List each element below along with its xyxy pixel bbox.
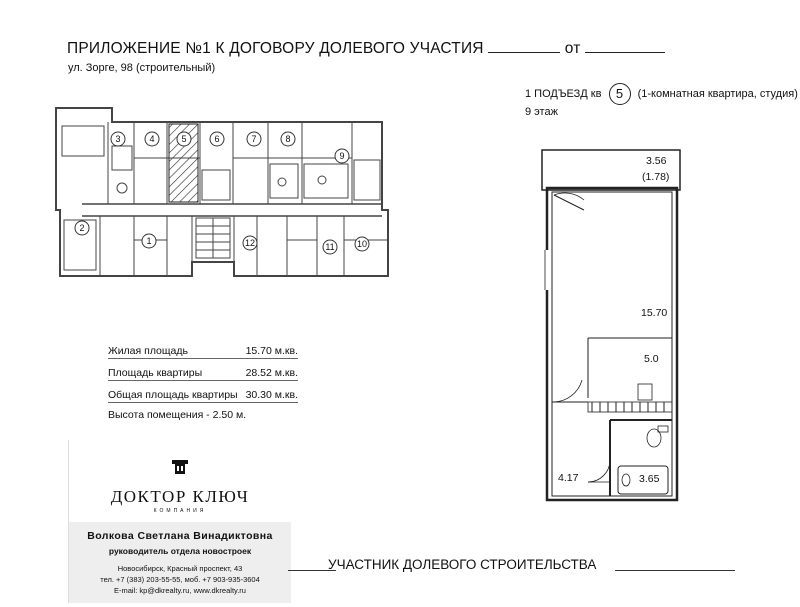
floor-label: 9 этаж [525,106,558,118]
apt-marker-2 [75,221,89,235]
card-address: Новосибирск, Красный проспект, 43 [117,564,243,573]
apartment-plan [520,140,700,510]
document-title [67,40,665,58]
apt-marker-6 [210,132,224,146]
living-area-row [108,337,298,359]
svg-text:11: 11 [325,242,335,252]
ceiling-height: Высота помещения - 2.50 м. [108,409,247,421]
bathroom-area-label: 3.65 [639,473,660,485]
svg-text:9: 9 [339,151,345,161]
total-area-row [108,381,298,403]
entrance-label: 1 ПОДЪЕЗД кв [525,87,602,100]
svg-text:6: 6 [214,134,220,144]
apartment-type: (1-комнатная квартира, студия) [637,87,798,100]
apt-marker-1 [142,234,156,248]
svg-text:2: 2 [79,223,85,233]
balcony-area-reduced: (1.78) [642,171,670,183]
key-logo-icon [171,460,189,474]
person-position: руководитель отдела новостроек [108,546,252,556]
apartment-number-circle: 5 [609,83,631,105]
apt-marker-3 [111,132,125,146]
hall-area-label: 4.17 [558,472,579,484]
card-phones: тел. +7 (383) 203-55-55, моб. +7 903-935-3604 [100,575,260,584]
balcony-area: 3.56 [646,155,667,167]
apt-marker-5 [177,132,191,146]
kitchen-area-label: 5.0 [644,353,659,365]
living-area-title: Жилая площадь [108,345,188,357]
apartment-outline [547,188,677,500]
svg-text:12: 12 [244,238,256,248]
title-text: ПРИЛОЖЕНИЕ №1 К ДОГОВОРУ ДОЛЕВОГО УЧАСТИЯ [67,40,484,57]
from-label: от [564,40,581,57]
apt-marker-12 [243,236,257,250]
signature-line-right [615,570,735,571]
card-contacts: E-mail: kp@dkrealty.ru, www.dkrealty.ru [114,586,246,595]
entrance-info [525,83,798,105]
apt-marker-11 [323,240,337,254]
apt-marker-10 [355,237,369,251]
contract-number-blank [488,51,560,53]
svg-text:3: 3 [115,134,121,144]
brand-name: ДОКТОР КЛЮЧ [110,487,250,506]
svg-text:10: 10 [356,239,368,249]
person-name: Волкова Светлана Винадиктовна [87,530,273,542]
svg-text:5: 5 [181,134,187,144]
total-area-title: Общая площадь квартиры [108,389,238,401]
apt-marker-9 [335,149,349,163]
apt-marker-7 [247,132,261,146]
svg-text:8: 8 [285,134,291,144]
apartment-area-value: 28.52 м.кв. [245,367,298,379]
apt-marker-8 [281,132,295,146]
living-area-value: 15.70 м.кв. [245,345,298,357]
apt-marker-4 [145,132,159,146]
address: ул. Зорге, 98 (строительный) [68,62,216,74]
apartment-area-title: Площадь квартиры [108,367,203,379]
total-area-value: 30.30 м.кв. [245,389,298,401]
svg-text:1: 1 [146,236,152,246]
living-area-label: 15.70 [641,307,668,319]
contract-date-blank [585,51,665,53]
business-card [68,440,291,603]
svg-text:7: 7 [251,134,257,144]
floor-plan [52,100,397,290]
apartment-area-row [108,359,298,381]
participant-label: УЧАСТНИК ДОЛЕВОГО СТРОИТЕЛЬСТВА [328,557,597,572]
svg-text:4: 4 [149,134,155,144]
areas-table [108,337,298,421]
brand-subtitle: КОМПАНИЯ [153,508,207,514]
